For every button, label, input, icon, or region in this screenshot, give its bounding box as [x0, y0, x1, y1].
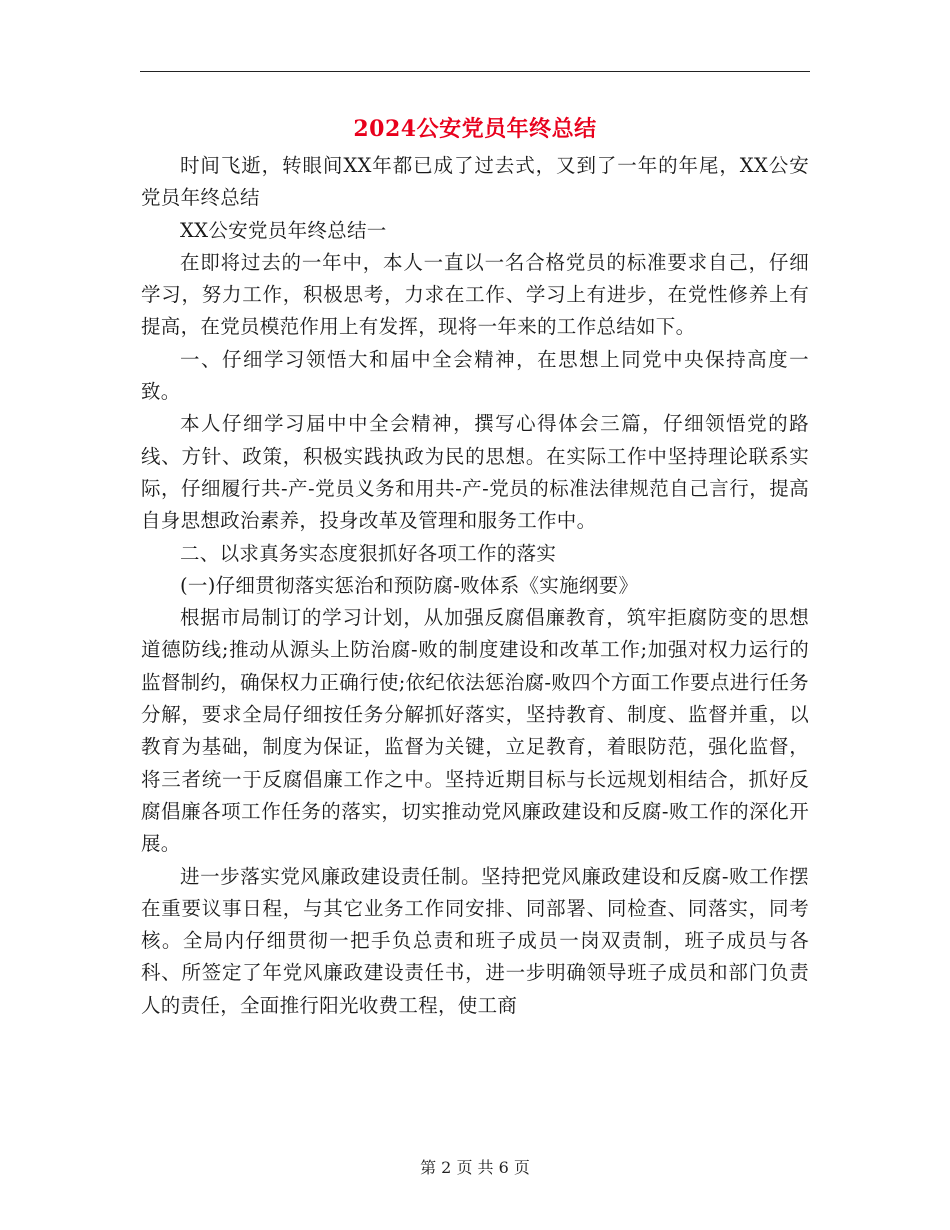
section-heading: 一、仔细学习领悟大和届中全会精神，在思想上同党中央保持高度一致。 [141, 347, 809, 404]
paragraph: 进一步落实党风廉政建设责任制。坚持把党风廉政建设和反腐-败工作摆在重要议事日程，与其它业务工作同安排、同部署、同检查、同落实，同考核。全局内仔细贯彻一把手负总责和班子成员一岗双责制，班子成员与各科、所签定了年党风廉政建设责任书，进一步明确领导班子成员和部门负责人的责任，全面推行阳光收费工程，使工商 [141, 864, 809, 1017]
paragraph: 在即将过去的一年中，本人一直以一名合格党员的标准要求自己，仔细学习，努力工作，积极思考，力求在工作、学习上有进步，在党性修养上有提高，在党员模范作用上有发挥，现将一年来的工作总结如下。 [141, 250, 809, 339]
header-rule [140, 71, 810, 72]
paragraph: 本人仔细学习届中中全会精神，撰写心得体会三篇，仔细领悟党的路线、方针、政策，积极实践执政为民的思想。在实际工作中坚持理论联系实际，仔细履行共-产-党员义务和用共-产-党员的标准法律规范自己言行，提高自身思想政治素养，投身改革及管理和服务工作中。 [141, 412, 809, 533]
document-body [141, 150, 809, 1022]
paragraph-intro: 时间飞逝，转眼间XX年都已成了过去式，又到了一年的年尾，XX公安党员年终总结 [141, 154, 809, 210]
section-heading: XX公安党员年终总结一 [180, 218, 387, 242]
section-heading: 二、以求真务实态度狠抓好各项工作的落实 [180, 541, 557, 565]
paragraph: 根据市局制订的学习计划，从加强反腐倡廉教育，筑牢拒腐防变的思想道德防线;推动从源头上防治腐-败的制度建设和改革工作;加强对权力运行的监督制约，确保权力正确行使;依纪依法惩治腐-败四个方面工作要点进行任务分解，要求全局仔细按任务分解抓好落实，坚持教育、制度、监督并重，以教育为基础，制度为保证，监督为关键，立足教育，着眼防范，强化监督，将三者统一于反腐倡廉工作之中。坚持近期目标与长远规划相结合，抓好反腐倡廉各项工作任务的落实，切实推动党风廉政建设和反腐-败工作的深化开展。 [141, 606, 809, 856]
document-title: 2024公安党员年终总结 [353, 116, 597, 142]
page-number: 第 2 页 共 6 页 [420, 1158, 530, 1177]
subsection-heading: (一)仔细贯彻落实惩治和预防腐-败体系《实施纲要》 [180, 573, 639, 597]
